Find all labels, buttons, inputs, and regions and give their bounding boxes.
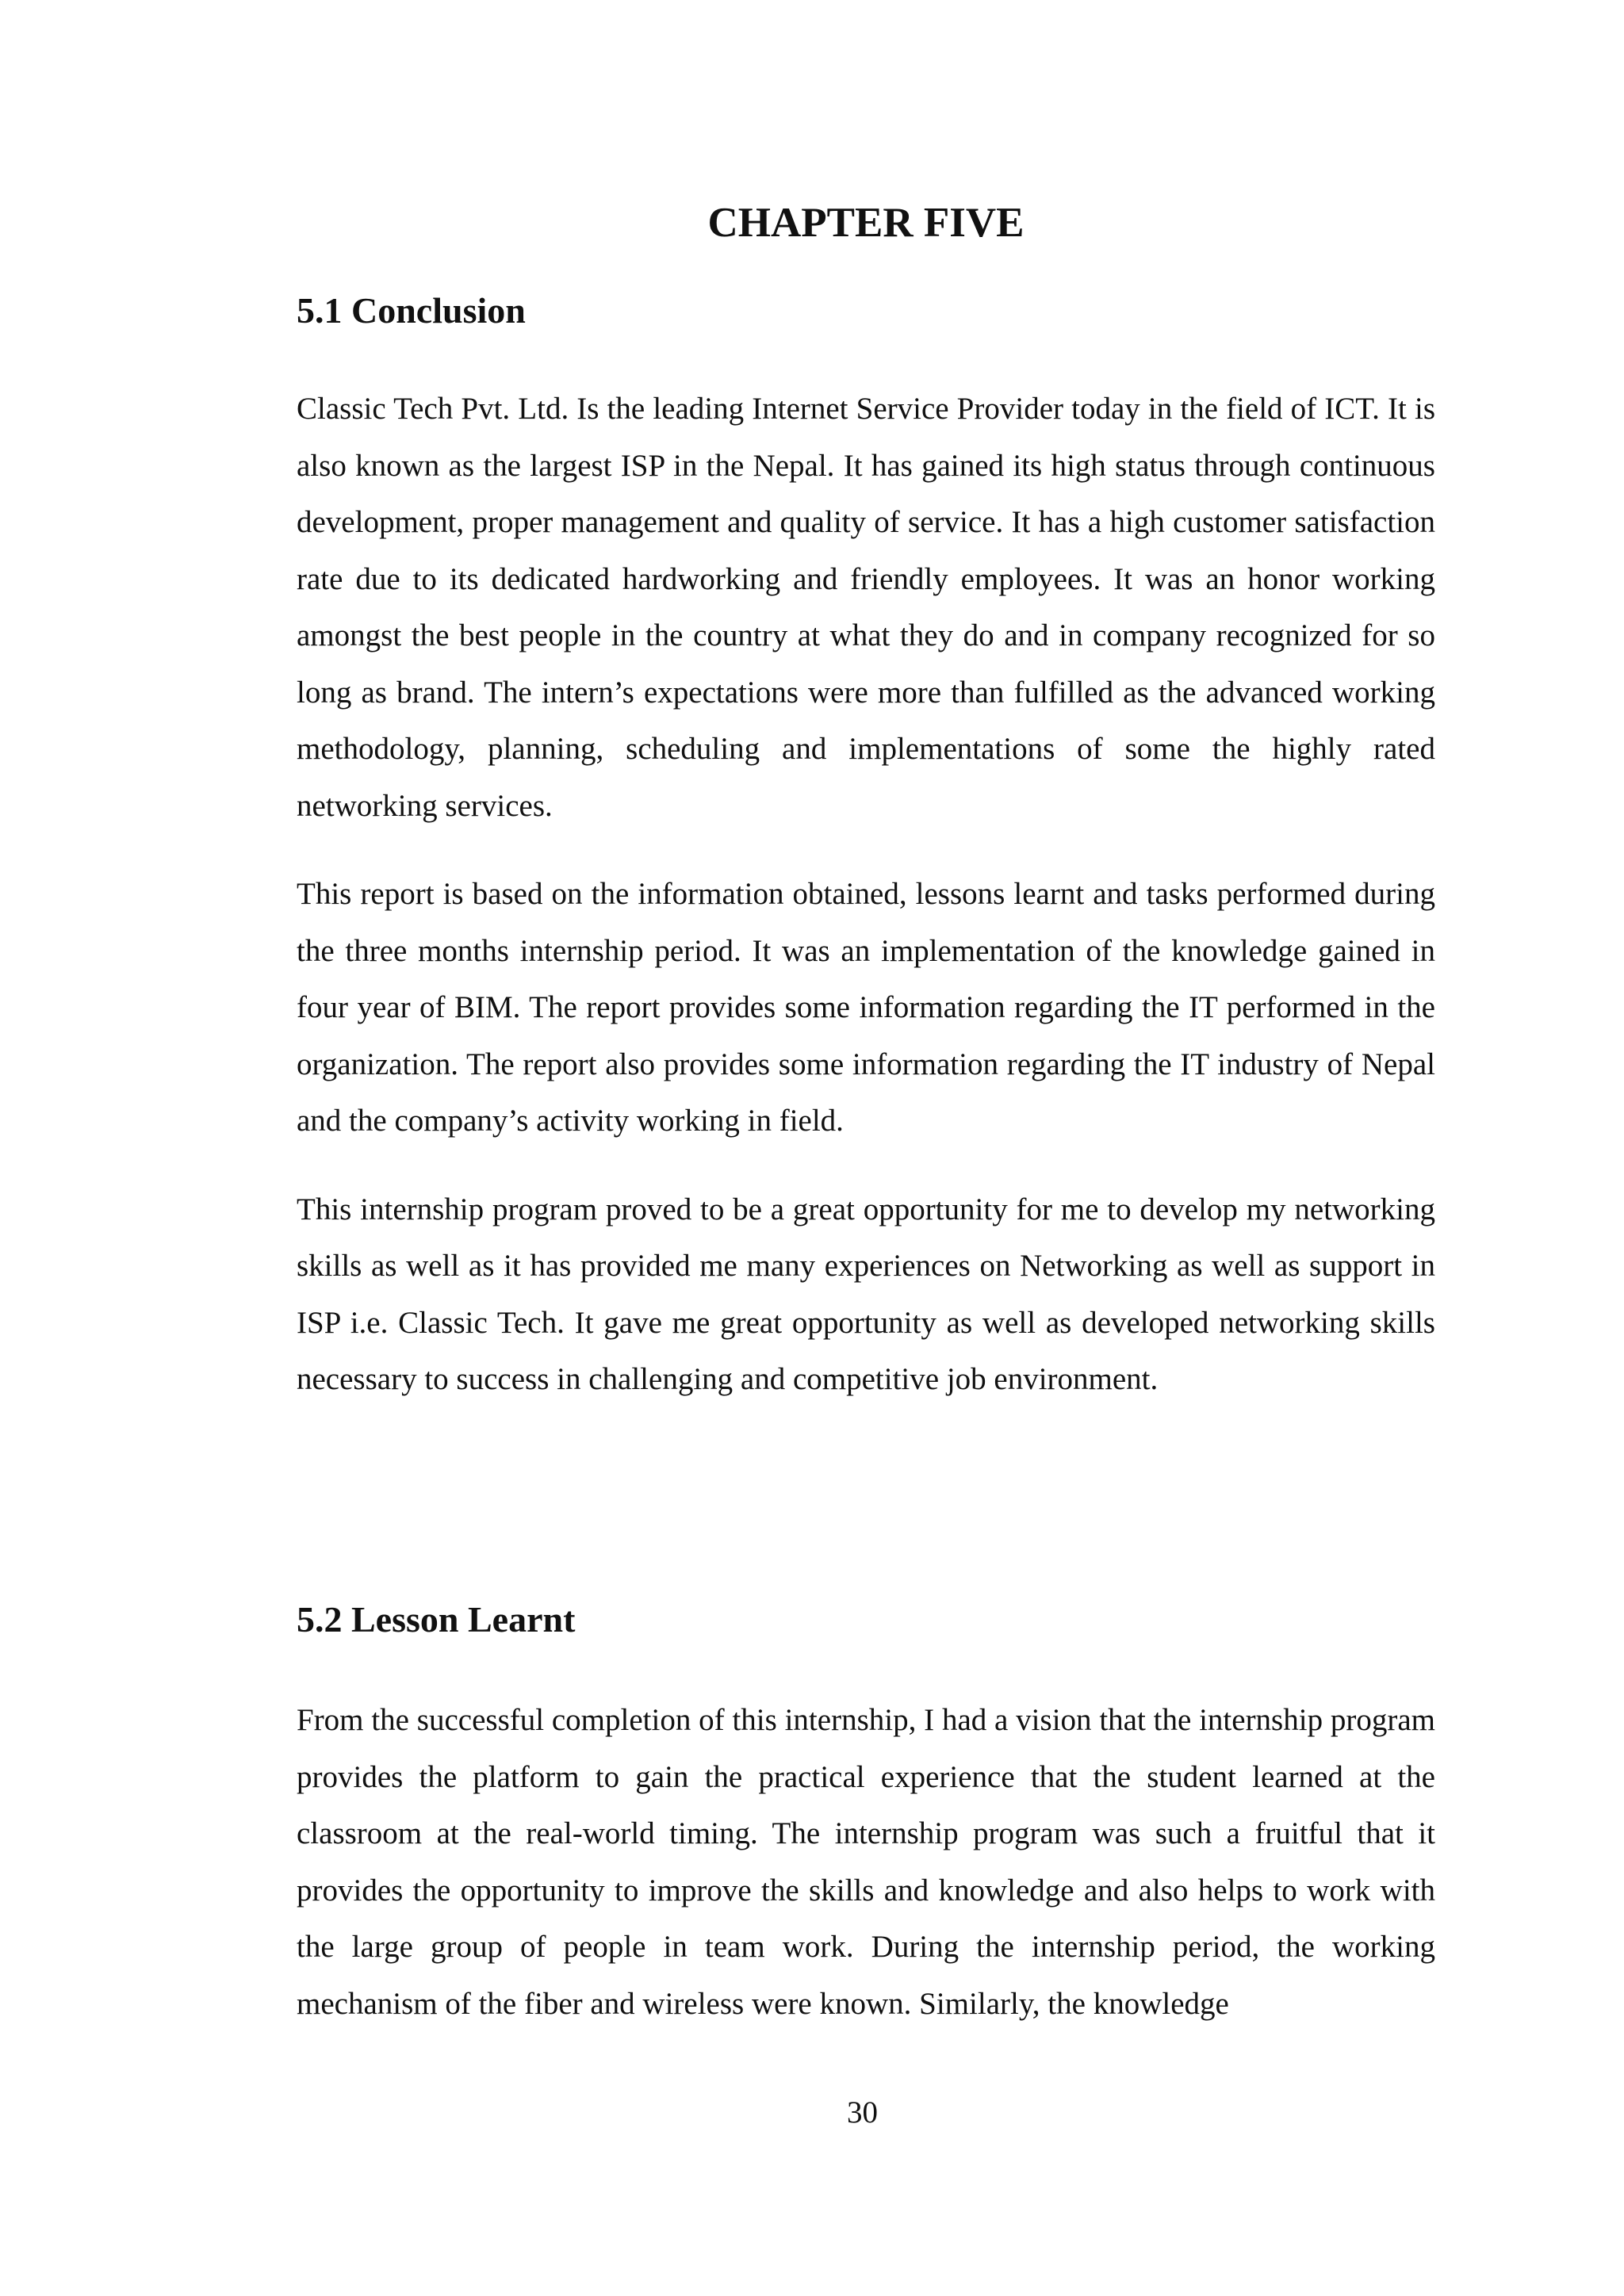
chapter-title: CHAPTER FIVE (707, 200, 1025, 246)
conclusion-body (297, 381, 1435, 1440)
conclusion-paragraph-1: Classic Tech Pvt. Ltd. Is the leading Internet Service Provider today in the field of ICT. It is also known as the largest ISP in the Nepal. It has gained its high status through continuous development, proper management and quality of service. It has a high customer satisfaction rate due to its dedicated hardworking and friendly employees. It was an honor working amongst the best people in the country at what they do and in company recognized for so long as brand. The intern’s expectations were more than fulfilled as the advanced working methodology, planning, scheduling and implementations of some the highly rated networking services. (297, 392, 1435, 823)
lesson-learnt-body (297, 1692, 1435, 2064)
lesson-paragraph-1: From the successful completion of this internship, I had a vision that the internship program provides the platform to gain the practical experience that the student learned at the classroom at the real-world timing. The internship program was such a fruitful that it provides the opportunity to improve the skills and knowledge and also helps to work with the large group of people in team work. During the internship period, the working mechanism of the fiber and wireless were known. Similarly, the knowledge (297, 1703, 1435, 2021)
conclusion-paragraph-3: This internship program proved to be a great opportunity for me to develop my networking skills as well as it has provided me many experiences on Networking as well as support in ISP i.e. Classic Tech. It gave me great opportunity as well as developed networking skills necessary to success in challenging and competitive job environment. (297, 1192, 1435, 1396)
section-heading-conclusion: 5.1 Conclusion (297, 290, 526, 331)
page-number: 30 (847, 2095, 878, 2130)
section-heading-lesson-learnt: 5.2 Lesson Learnt (297, 1599, 576, 1640)
conclusion-paragraph-2: This report is based on the information obtained, lessons learnt and tasks performed during the three months internship period. It was an implementation of the knowledge gained in four year of BIM. The report provides some information regarding the IT performed in the organization. The report also provides some information regarding the IT industry of Nepal and the company’s activity working in field. (297, 877, 1435, 1138)
page-footer (0, 2093, 1624, 2141)
